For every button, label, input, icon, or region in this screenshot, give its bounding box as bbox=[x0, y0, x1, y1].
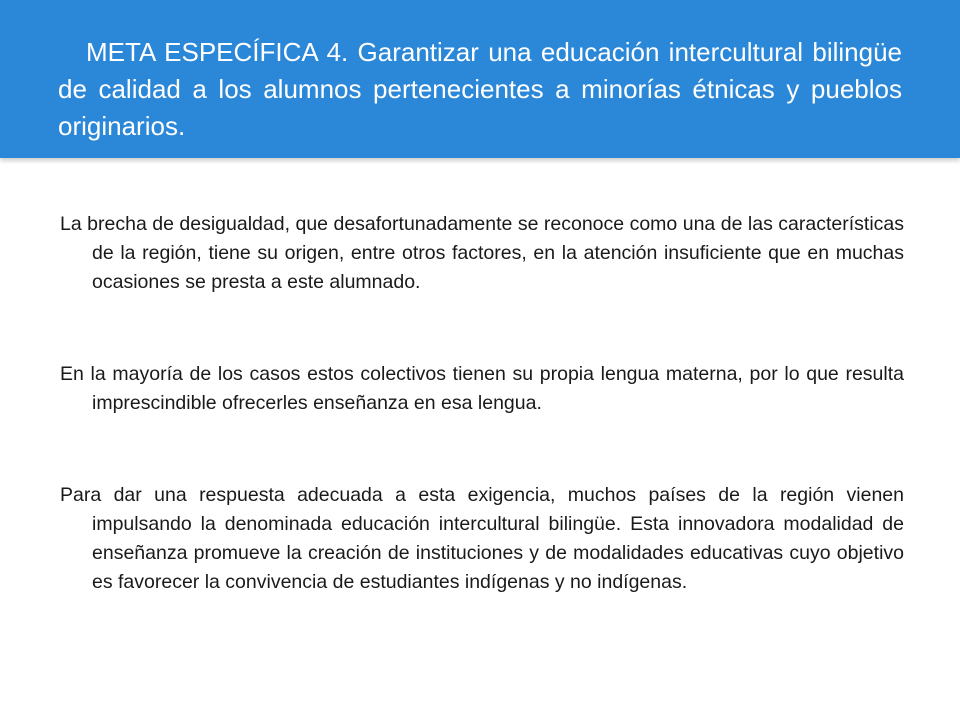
body-paragraph-2: En la mayoría de los casos estos colectivos tienen su propia lengua materna, por lo que resulta imprescindible ofrecerles enseñanza en esa lengua. bbox=[60, 363, 904, 414]
body-paragraph-1: La brecha de desigualdad, que desafortunadamente se reconoce como una de las características de la región, tiene su origen, entre otros factores, en la atención insuficiente que en muchas ocasiones se presta a este alumnado. bbox=[60, 213, 904, 293]
body-paragraph-3: Para dar una respuesta adecuada a esta exigencia, muchos países de la región vienen impulsando la denominada educación intercultural bilingüe. Esta innovadora modalidad de enseñanza promueve la creación de instituciones y de modalidades educativas cuyo objetivo es favorecer la convivencia de estudiantes indígenas y no indígenas. bbox=[60, 484, 904, 593]
title-band bbox=[0, 0, 960, 158]
slide-title: META ESPECÍFICA 4. Garantizar una educación intercultural bilingüe de calidad a los alumnos pertenecientes a minorías étnicas y pueblos originarios. bbox=[58, 37, 902, 141]
